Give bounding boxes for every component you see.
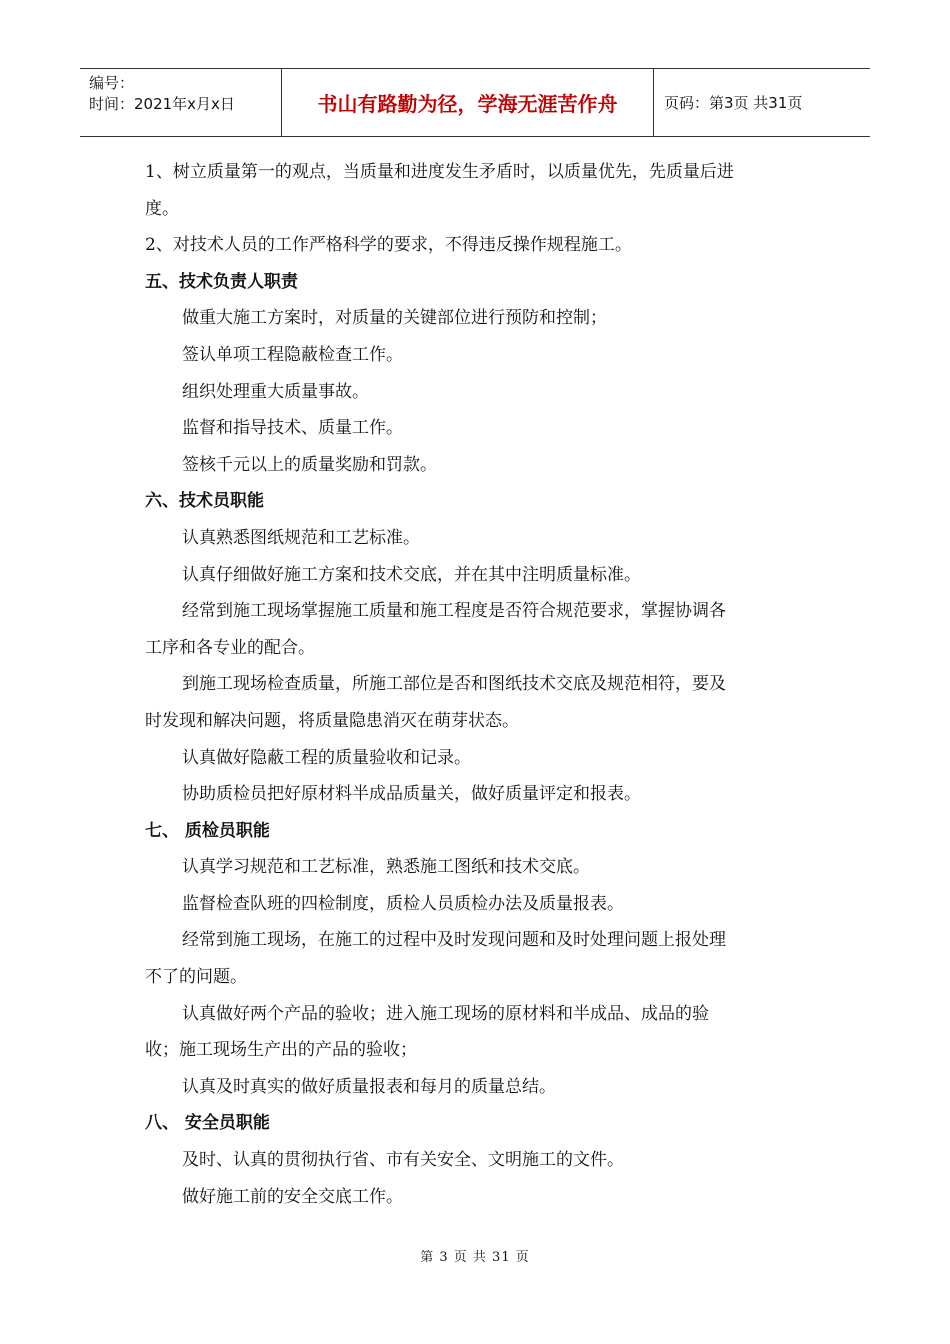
paragraph-line: 做重大施工方案时，对质量的关键部位进行预防和控制； (182, 308, 607, 329)
paragraph-line: 收；施工现场生产出的产品的验收； (145, 1040, 417, 1061)
paragraph-line: 时发现和解决问题，将质量隐患消灭在萌芽状态。 (145, 710, 519, 731)
paragraph-line: 签核千元以上的质量奖励和罚款。 (182, 454, 437, 475)
paragraph-line: 认真做好隐蔽工程的质量验收和记录。 (182, 747, 471, 768)
paragraph-line: 认真熟悉图纸规范和工艺标准。 (182, 527, 420, 548)
paragraph-line: 认真仔细做好施工方案和技术交底，并在其中注明质量标准。 (182, 564, 641, 585)
paragraph-line: 组织处理重大质量事故。 (182, 381, 369, 402)
section-heading: 五、技术负责人职责 (145, 271, 298, 292)
paragraph-line: 经常到施工现场，在施工的过程中及时发现问题和及时处理问题上报处理 (182, 930, 726, 951)
document-number-label: 编号： (89, 74, 135, 92)
paragraph-line: 1、树立质量第一的观点，当质量和进度发生矛盾时，以质量优先，先质量后进 (145, 162, 734, 182)
document-time-label: 时间：2021年x月x日 (89, 95, 235, 113)
paragraph-line: 及时、认真的贯彻执行省、市有关安全、文明施工的文件。 (182, 1150, 624, 1171)
document-header (80, 68, 870, 137)
paragraph-line: 经常到施工现场掌握施工质量和施工程度是否符合规范要求，掌握协调各 (182, 601, 726, 622)
paragraph-line: 不了的问题。 (145, 967, 247, 988)
header-meta-cell (80, 69, 282, 136)
paragraph-line: 协助质检员把好原材料半成品质量关，做好质量评定和报表。 (182, 784, 641, 805)
header-page-info: 页码：第3页 共31页 (664, 94, 803, 112)
section-heading: 六、技术员职能 (145, 491, 264, 512)
paragraph-line: 度。 (145, 198, 179, 219)
paragraph-line: 认真学习规范和工艺标准，熟悉施工图纸和技术交底。 (182, 857, 590, 878)
header-motto: 书山有路勤为径，学海无涯苦作舟 (282, 69, 654, 136)
paragraph-line: 监督和指导技术、质量工作。 (182, 418, 403, 439)
paragraph-line: 认真及时真实的做好质量报表和每月的质量总结。 (182, 1076, 556, 1097)
paragraph-line: 签认单项工程隐蔽检查工作。 (182, 344, 403, 365)
document-body (145, 154, 810, 1215)
section-heading: 七、 质检员职能 (145, 820, 270, 841)
paragraph-line: 认真做好两个产品的验收；进入施工现场的原材料和半成品、成品的验 (182, 1003, 709, 1024)
page-footer: 第 3 页 共 31 页 (420, 1250, 530, 1265)
paragraph-line: 到施工现场检查质量，所施工部位是否和图纸技术交底及规范相符，要及 (182, 674, 726, 695)
paragraph-line: 2、对技术人员的工作严格科学的要求，不得违反操作规程施工。 (145, 235, 632, 256)
paragraph-line: 做好施工前的安全交底工作。 (182, 1186, 403, 1207)
paragraph-line: 工序和各专业的配合。 (145, 637, 315, 658)
section-heading: 八、 安全员职能 (145, 1113, 270, 1134)
paragraph-line: 监督检查队班的四检制度，质检人员质检办法及质量报表。 (182, 893, 624, 914)
